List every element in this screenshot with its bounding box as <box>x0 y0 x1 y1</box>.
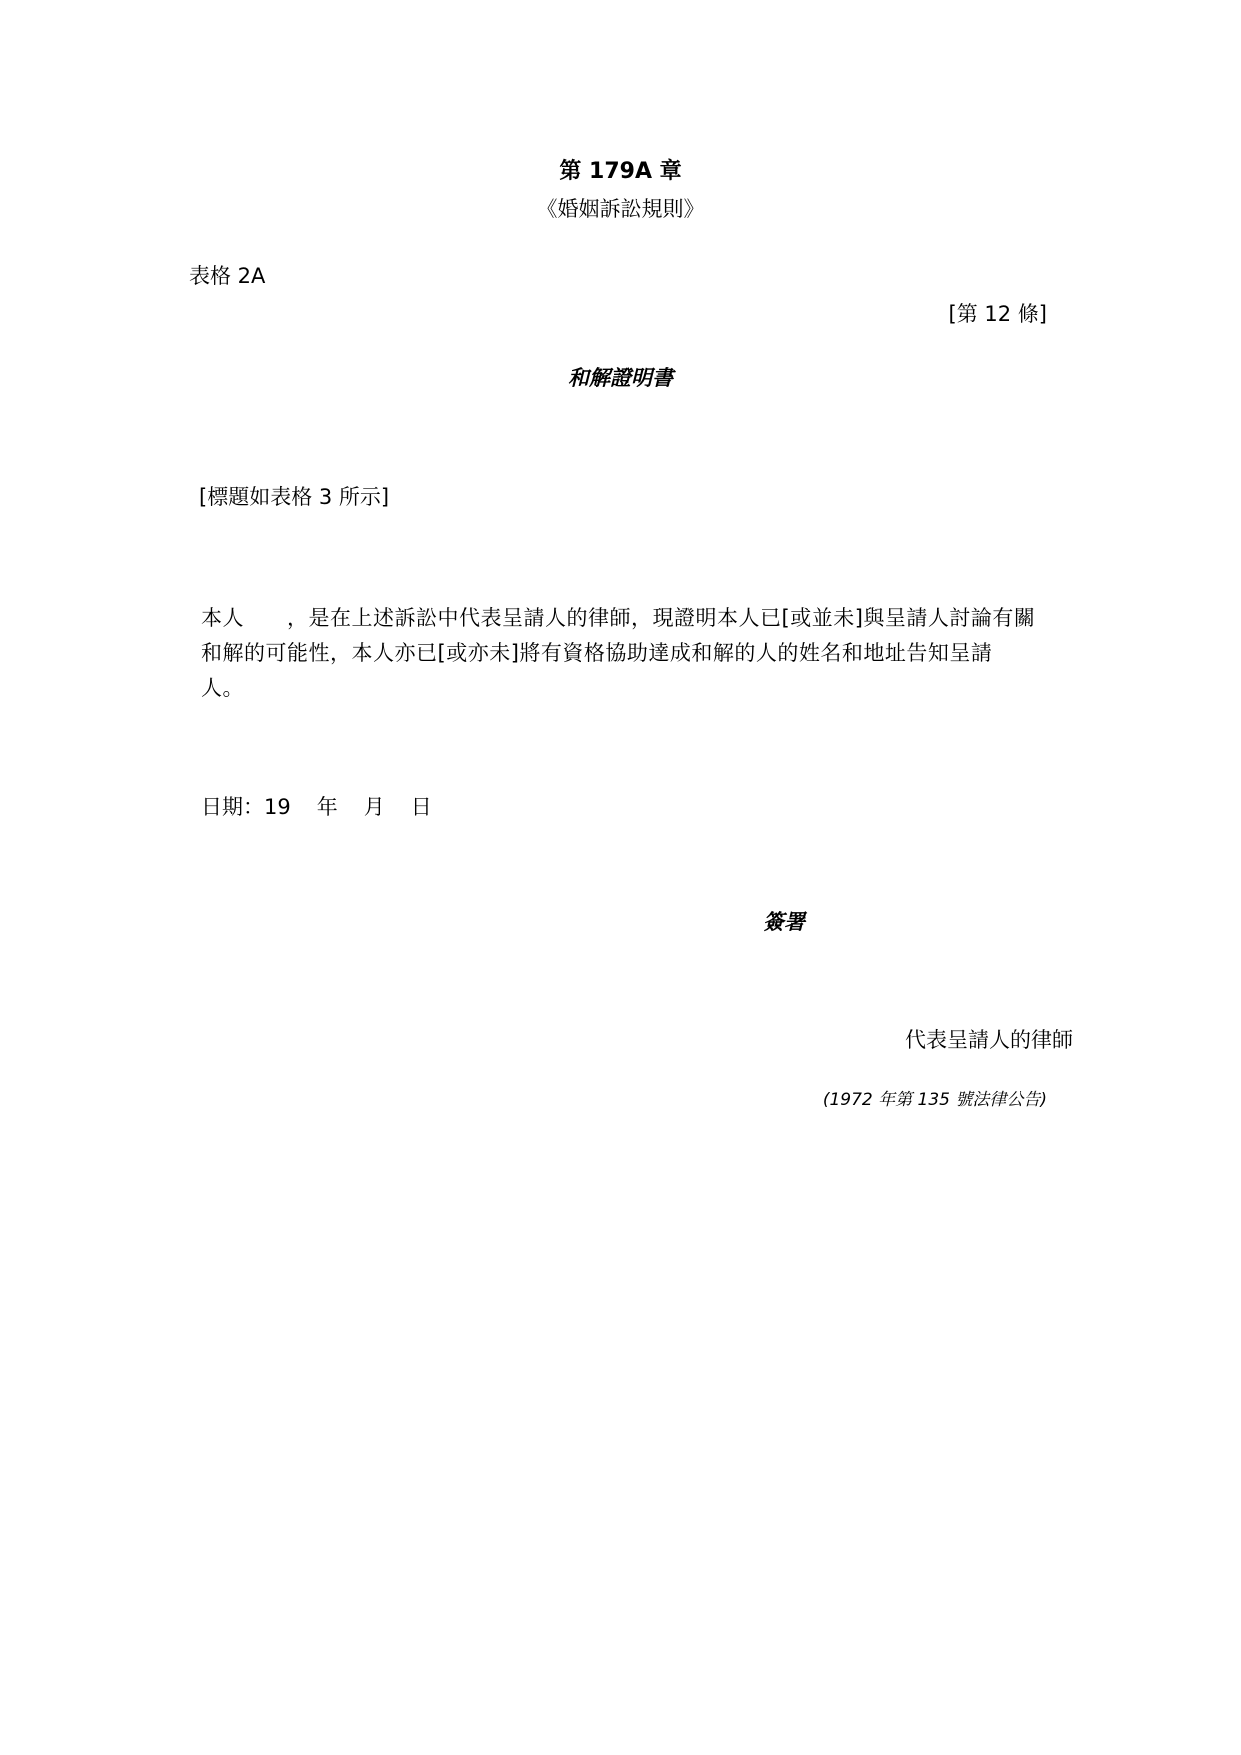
signature-label: 簽署 <box>763 910 805 934</box>
date-label: 日期：19 <box>201 795 291 819</box>
chapter-heading: 第 179A 章 <box>559 159 682 184</box>
heading-note: [標題如表格 3 所示] <box>199 485 390 509</box>
date-year-label: 年 <box>316 795 338 819</box>
date-month-label: 月 <box>363 795 385 819</box>
date-line <box>201 797 432 818</box>
form-number: 表格 2A <box>189 264 266 288</box>
solicitor-role-label: 代表呈請人的律師 <box>905 1028 1073 1052</box>
body-line-2: 和解的可能性，本人亦已[或亦未]將有資格協助達成和解的人的姓名和地址告知呈請 <box>201 641 993 665</box>
certificate-title: 和解證明書 <box>568 366 673 390</box>
gazette-note: (1972 年第 135 號法律公告) <box>822 1090 1047 1110</box>
body-line-1: 本人 ，是在上述訴訟中代表呈請人的律師，現證明本人已[或並未]與呈請人討論有關 <box>201 606 1036 630</box>
certificate-body <box>201 601 1081 706</box>
body-line-3: 人。 <box>201 676 244 700</box>
section-reference: [第 12 條] <box>948 302 1047 326</box>
rules-title: 《婚姻訴訟規則》 <box>536 197 705 221</box>
date-day-label: 日 <box>410 795 432 819</box>
